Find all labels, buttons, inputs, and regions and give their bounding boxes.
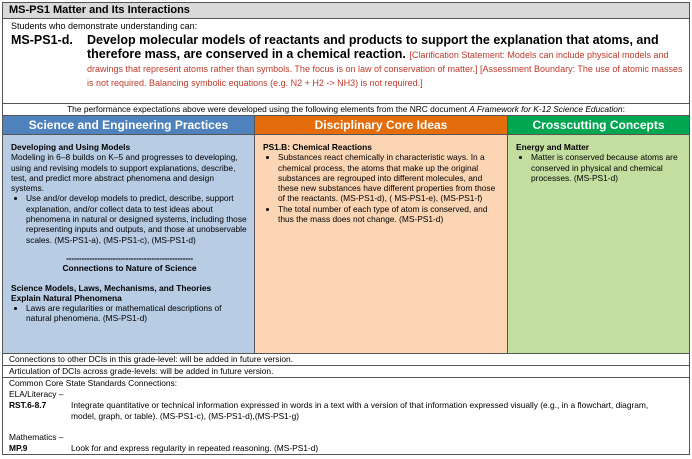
- ccss-connections: [3, 378, 689, 454]
- sep-header: Science and Engineering Practices: [3, 116, 254, 135]
- framework-doc-title: A Framework for K-12 Science Education: [469, 104, 623, 114]
- performance-expectation-section: [3, 19, 689, 104]
- other-dcis-line: Connections to other DCIs in this grade-level: will be added in future version.: [3, 354, 689, 366]
- dci-list: [263, 152, 501, 224]
- nos-bullet: • Laws are regularities or mathematical descriptions of natural phenomena. (MS-PS1-d): [26, 303, 248, 324]
- pe-statement: Develop molecular models of reactants and products to support the explanation that atoms, and therefore mass, are conserved in a chemical reaction.: [87, 33, 659, 61]
- performance-expectation: [11, 33, 683, 89]
- math-code: MP.9: [9, 443, 28, 453]
- ela-code: RST.6-8.7: [9, 400, 47, 410]
- sep-intro: Modeling in 6–8 builds on K–5 and progresses to developing, using and revising models to support explanations, describe, test, and predict more abstract phenomena and design systems.: [11, 152, 238, 194]
- math-label: Mathematics –: [9, 432, 64, 442]
- dci-heading: PS1.B: Chemical Reactions: [263, 142, 372, 152]
- cc-column: [508, 116, 689, 353]
- ela-standard: [9, 400, 689, 422]
- nos-heading: Connections to Nature of Science: [62, 263, 197, 274]
- framework-note-suffix: :: [622, 104, 625, 114]
- standards-page: [2, 2, 690, 455]
- articulation-line: Articulation of DCIs across grade-levels: will be added in future version.: [3, 366, 689, 378]
- math-standard: [9, 443, 689, 454]
- connections-section: [3, 354, 689, 454]
- framework-note: [3, 104, 689, 116]
- dci-bullet: • Substances react chemically in characteristic ways. In a chemical process, the atoms that make up the original substances are regrouped into different molecules, and these new substances have different properties from those of the reactants. (MS-PS1-d), ( MS-PS1-e), (MS-PS1-f): [278, 152, 501, 203]
- dci-header: Disciplinary Core Ideas: [255, 116, 507, 135]
- cc-body: [508, 135, 689, 187]
- sep-list: [11, 193, 248, 244]
- nos-subheading: Science Models, Laws, Mechanisms, and Theories: [11, 282, 212, 293]
- cc-list: [516, 152, 683, 183]
- nos-subheading-2: Explain Natural Phenomena: [11, 292, 122, 303]
- dci-bullet: • The total number of each type of atom is conserved, and thus the mass does not change. (MS-PS1-d): [278, 204, 501, 225]
- cc-bullet: • Matter is conserved because atoms are conserved in physical and chemical processes. (MS-PS1-d): [531, 152, 683, 183]
- ela-label: ELA/Literacy –: [9, 389, 64, 399]
- intro-text: Students who demonstrate understanding can:: [11, 21, 198, 31]
- page-title: MS-PS1 Matter and Its Interactions: [3, 3, 689, 19]
- pe-code: MS-PS1-d.: [11, 33, 73, 47]
- pe-clarification: [Clarification Statement: Models can include physical models and drawings that represent atoms rather than symbols. The focus is on law of conservation of matter.] [Assessment Boundary: The use of atomic masses is not required. Balancing symbolic equations (e.g. N2 + H2 -> NH3) is not required.]: [87, 50, 683, 88]
- sep-column: [3, 116, 255, 353]
- ccss-heading: Common Core State Standards Connections:: [9, 378, 178, 388]
- divider-dashes: -------------------------------------------------: [66, 252, 193, 263]
- ela-text: Integrate quantitative or technical information expressed in words in a text with a version of that information expressed visually (e.g., in a flowchart, diagram, model, graph, or table). (MS-PS1-c), (MS-PS1-d),(MS-PS1-g): [71, 400, 649, 421]
- sep-body: [3, 135, 254, 328]
- cc-heading: Energy and Matter: [516, 142, 590, 152]
- sep-heading: Developing and Using Models: [11, 142, 131, 152]
- foundation-columns: [3, 116, 689, 354]
- dci-column: [255, 116, 508, 353]
- nos-list: [11, 303, 248, 324]
- framework-note-prefix: The performance expectations above were developed using the following elements from the NRC document: [67, 104, 470, 114]
- sep-bullet: • Use and/or develop models to predict, describe, support explanation, and/or collect data to test ideas about phenomena in natural or designed systems, including those representing inputs and outputs, and those at unobservable scales. (MS-PS1-a), (MS-PS1-c), (MS-PS1-d): [26, 193, 248, 244]
- cc-header: Crosscutting Concepts: [508, 116, 689, 135]
- pe-body: [87, 33, 683, 89]
- math-text: Look for and express regularity in repeated reasoning. (MS-PS1-d): [71, 443, 319, 453]
- dci-body: [255, 135, 507, 228]
